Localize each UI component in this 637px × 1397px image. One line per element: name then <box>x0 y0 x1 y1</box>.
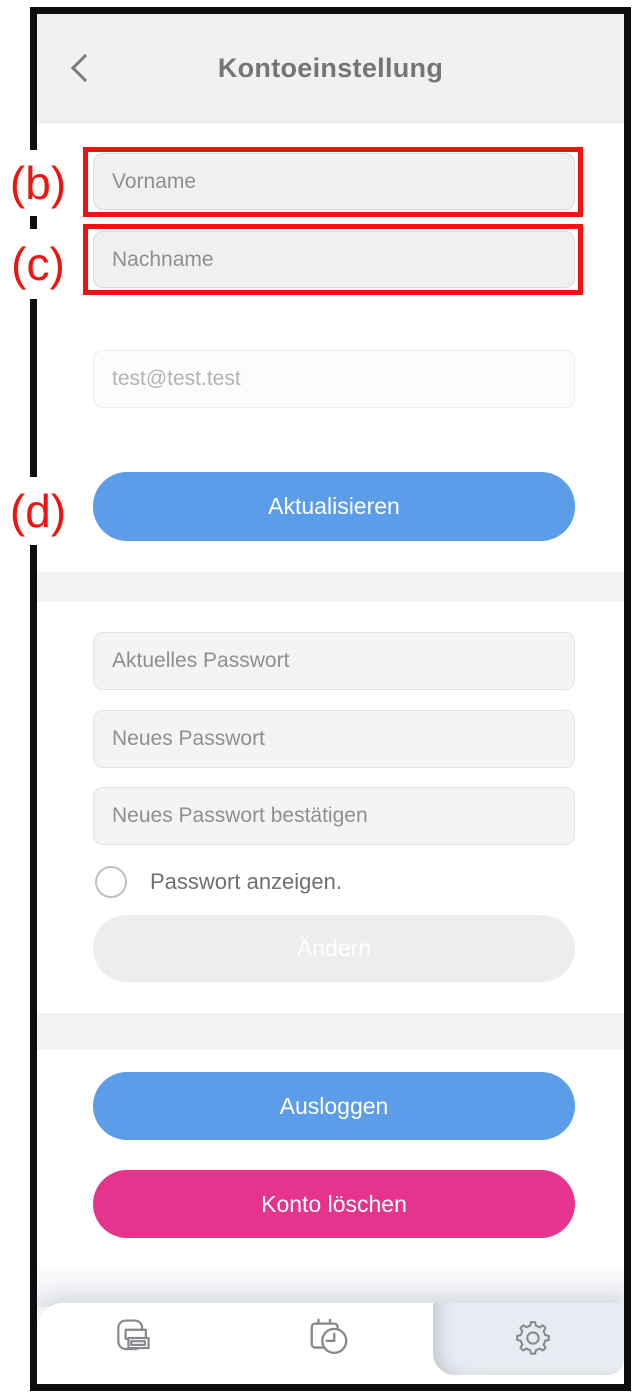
new-password-input[interactable] <box>93 710 575 768</box>
cards-icon <box>111 1316 155 1360</box>
annotation-box-c <box>83 224 583 295</box>
section-divider <box>37 572 624 602</box>
tab-settings[interactable] <box>510 1315 556 1361</box>
update-button[interactable]: Aktualisieren <box>93 472 575 541</box>
back-button[interactable] <box>59 44 103 92</box>
change-password-button: Ändern <box>93 915 575 982</box>
tab-schedule[interactable] <box>306 1315 352 1361</box>
chevron-left-icon <box>71 54 99 82</box>
delete-account-button[interactable]: Konto löschen <box>93 1170 575 1238</box>
confirm-password-input[interactable] <box>93 787 575 845</box>
tabbar-backdrop <box>37 1267 624 1307</box>
logout-button[interactable]: Ausloggen <box>93 1072 575 1140</box>
calendar-clock-icon <box>306 1315 352 1361</box>
tab-cards[interactable] <box>110 1315 156 1361</box>
device-frame <box>30 7 631 1391</box>
email-input[interactable] <box>93 350 575 408</box>
show-password-row <box>95 860 342 904</box>
tab-bar <box>37 1303 624 1384</box>
annotation-box-b <box>83 147 583 217</box>
page-title: Kontoeinstellung <box>217 52 444 83</box>
show-password-label: Passwort anzeigen. <box>150 869 342 894</box>
section-divider <box>37 1013 624 1050</box>
annotation-label-d: (d) <box>0 477 76 545</box>
header <box>37 14 624 123</box>
settings-gear-icon <box>513 1318 553 1358</box>
show-password-checkbox[interactable] <box>95 866 127 898</box>
annotation-label-b: (b) <box>0 150 76 216</box>
annotation-label-c: (c) <box>0 229 76 299</box>
current-password-input[interactable] <box>93 632 575 690</box>
